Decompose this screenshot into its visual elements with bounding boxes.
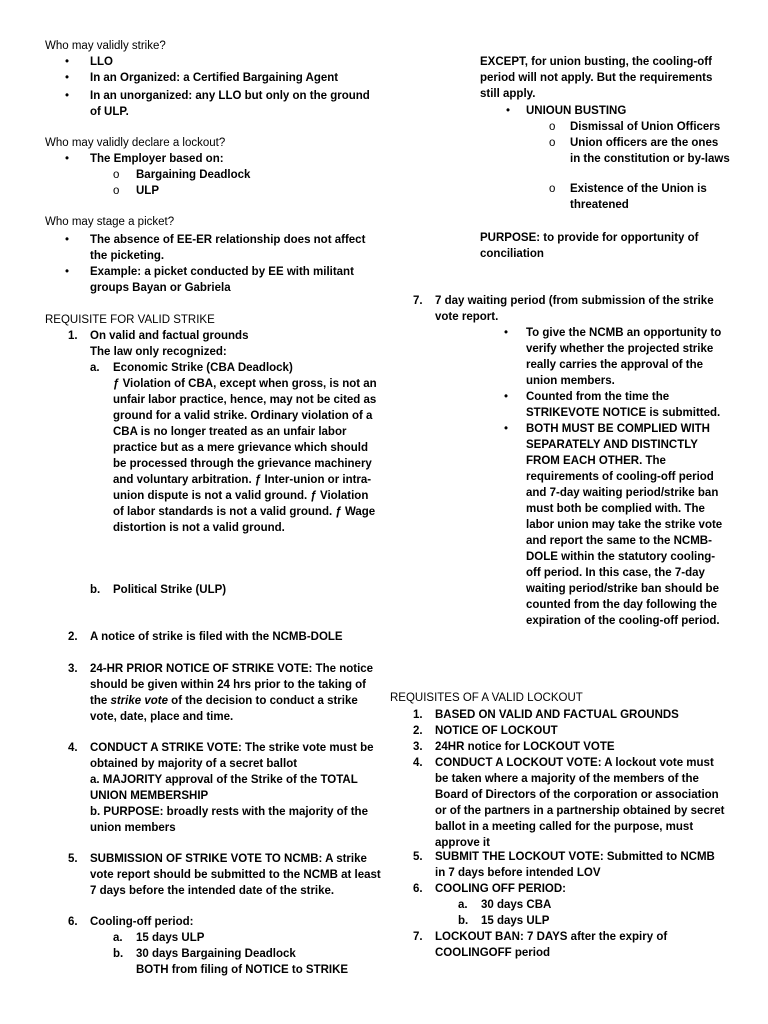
paragraph xyxy=(90,661,378,725)
requisite-heading: LOCKOUT BAN: xyxy=(435,931,524,943)
list-number: 7. xyxy=(413,295,423,307)
emphasis: strike vote xyxy=(110,695,168,707)
list-item: To give the NCMB an opportunity to verify whether the projected strike really carries the approval of the union members. xyxy=(526,327,722,387)
list-item: COOLING OFF PERIOD: xyxy=(435,883,566,895)
list-item: LLO xyxy=(90,56,113,68)
list-number: 3. xyxy=(68,663,78,675)
paragraph: a. MAJORITY approval of the Strike of the TOTAL UNION MEMBERSHIP xyxy=(90,774,358,802)
circle-bullet-icon: o xyxy=(549,137,556,149)
list-number: 2. xyxy=(413,725,423,737)
text-run: The strike vote must be obtained by majority of a secret ballot xyxy=(90,742,374,770)
list-number: 7. xyxy=(413,931,423,943)
circle-bullet-icon: o xyxy=(113,185,120,197)
list-letter: a. xyxy=(458,899,468,911)
bullet-icon: • xyxy=(65,266,70,278)
circle-bullet-icon: o xyxy=(113,169,120,181)
list-item xyxy=(435,755,725,851)
list-item: BASED ON VALID AND FACTUAL GROUNDS xyxy=(435,709,679,721)
requisite-title: Cooling-off period: xyxy=(90,916,194,928)
paragraph: A notice of strike is filed with the NCMB-DOLE xyxy=(90,631,343,643)
list-item: 30 days Bargaining Deadlock xyxy=(136,948,296,960)
text-run: Submitted to NCMB in 7 days before intended LOV xyxy=(435,851,715,879)
list-item: UNIOUN BUSTING xyxy=(526,105,627,117)
requisite-heading: CONDUCT A STRIKE VOTE: xyxy=(90,742,242,754)
list-item: of ULP. xyxy=(90,106,129,118)
question-who-may-strike: Who may validly strike? xyxy=(45,40,166,52)
list-item: The absence of EE-ER relationship does not affect xyxy=(90,234,366,246)
list-item: 15 days ULP xyxy=(481,915,550,927)
list-item: Counted from the time the STRIKEVOTE NOTICE is submitted. xyxy=(526,391,721,419)
text-run: A lockout vote must be taken where a majority of the members of the Board of Directors of the corporation or association or of the partners in a partnership obtained by secret ballot in a meeting called for the purpose, must approve it xyxy=(435,757,725,849)
paragraph: b. PURPOSE: broadly rests with the majority of the union members xyxy=(90,806,368,834)
requisite-heading: SUBMIT THE LOCKOUT VOTE: xyxy=(435,851,604,863)
text-run: of the decision to conduct a strike vote, date, place and time. xyxy=(90,695,358,723)
list-letter: b. xyxy=(458,915,469,927)
requisite-heading: 24-HR PRIOR NOTICE OF STRIKE VOTE: xyxy=(90,663,313,675)
list-number: 1. xyxy=(68,330,78,342)
list-letter: b. xyxy=(90,584,101,596)
list-letter: a. xyxy=(113,932,123,944)
paragraph: ƒ Violation of CBA, except when gross, is not an unfair labor practice, hence, may not be cited as ground for a valid strike. Ordinary violation of a CBA is no longer treated as an unfair labor practice but as a mere grievance which should be processed through the grievance machinery and voluntary arbitration. ƒ Inter-union or intra-union dispute is not a valid ground. ƒ Violation of labor standards is not a valid ground. ƒ Wage distortion is not a valid ground. xyxy=(113,378,377,534)
list-item: 30 days CBA xyxy=(481,899,552,911)
paragraph: 7 day waiting period (from submission of the strike vote report. xyxy=(435,295,714,323)
bullet-icon: • xyxy=(65,153,70,165)
paragraph: PURPOSE: to provide for opportunity of conciliation xyxy=(480,232,699,260)
bullet-icon: • xyxy=(65,234,70,246)
requisite-subtitle: Political Strike (ULP) xyxy=(113,584,227,596)
paragraph: EXCEPT, for union busting, the cooling-off period will not apply. But the requirements still apply. xyxy=(480,56,713,100)
bullet-icon: • xyxy=(504,391,509,403)
list-item: BOTH MUST BE COMPLIED WITH SEPARATELY AND DISTINCTLY FROM EACH OTHER. The requirements of cooling-off period and 7-day waiting period/strike ban must both be complied with. The labor union may take the strike vote and report the same to the NCMB-DOLE within the statutory cooling-off period. In this case, the 7-day waiting period/strike ban should be counted from the day following the expiration of the cooling-off period. xyxy=(526,423,723,627)
section-title-valid-strike: REQUISITE FOR VALID STRIKE xyxy=(45,314,215,326)
list-item: ULP xyxy=(136,185,159,197)
bullet-icon: • xyxy=(506,105,511,117)
list-number: 6. xyxy=(413,883,423,895)
circle-bullet-icon: o xyxy=(549,121,556,133)
text-run: The notice should be given within 24 hrs prior to the taking of the xyxy=(90,663,374,707)
requisite-subtitle: Economic Strike (CBA Deadlock) xyxy=(113,362,293,374)
list-item: 24HR notice for LOCKOUT VOTE xyxy=(435,741,615,753)
section-title-valid-lockout: REQUISITES OF A VALID LOCKOUT xyxy=(390,692,583,704)
list-item: 15 days ULP xyxy=(136,932,205,944)
list-item: NOTICE OF LOCKOUT xyxy=(435,725,558,737)
list-number: 6. xyxy=(68,916,78,928)
list-number: 4. xyxy=(68,742,78,754)
list-item: In an Organized: a Certified Bargaining Agent xyxy=(90,72,339,84)
list-number: 5. xyxy=(413,851,423,863)
paragraph xyxy=(90,851,382,899)
bullet-icon: • xyxy=(65,72,70,84)
text-run: 7 DAYS after the expiry of COOLINGOFF period xyxy=(435,931,668,959)
text-run: A strike vote report should be submitted to the NCMB at least 7 days before the intended date of the strike. xyxy=(90,853,381,897)
bullet-icon: • xyxy=(65,90,70,102)
list-item: the picketing. xyxy=(90,250,165,262)
bullet-icon: • xyxy=(504,423,509,435)
list-item: Union officers are the ones in the constitution or by-laws xyxy=(570,137,730,165)
list-item: groups Bayan or Gabriela xyxy=(90,282,231,294)
list-letter: a. xyxy=(90,362,100,374)
list-item xyxy=(435,849,725,881)
list-item: BOTH from filing of NOTICE to STRIKE xyxy=(136,964,349,976)
list-item: The Employer based on: xyxy=(90,153,224,165)
requisite-heading: SUBMISSION OF STRIKE VOTE TO NCMB: xyxy=(90,853,323,865)
question-who-may-lockout: Who may validly declare a lockout? xyxy=(45,137,226,149)
list-number: 3. xyxy=(413,741,423,753)
list-letter: b. xyxy=(113,948,124,960)
list-number: 1. xyxy=(413,709,423,721)
list-item xyxy=(435,929,700,961)
requisite-heading: CONDUCT A LOCKOUT VOTE: xyxy=(435,757,602,769)
list-item: Dismissal of Union Officers xyxy=(570,121,721,133)
requisite-subtitle: The law only recognized: xyxy=(90,346,227,358)
question-who-may-picket: Who may stage a picket? xyxy=(45,216,175,228)
list-item: In an unorganized: any LLO but only on the ground xyxy=(90,90,370,102)
circle-bullet-icon: o xyxy=(549,183,556,195)
list-item: Bargaining Deadlock xyxy=(136,169,251,181)
requisite-title: On valid and factual grounds xyxy=(90,330,249,342)
list-number: 4. xyxy=(413,757,423,769)
paragraph xyxy=(90,740,380,772)
list-number: 2. xyxy=(68,631,78,643)
bullet-icon: • xyxy=(504,327,509,339)
bullet-icon: • xyxy=(65,56,70,68)
list-number: 5. xyxy=(68,853,78,865)
list-item: Existence of the Union is threatened xyxy=(570,183,707,211)
list-item: Example: a picket conducted by EE with militant xyxy=(90,266,354,278)
